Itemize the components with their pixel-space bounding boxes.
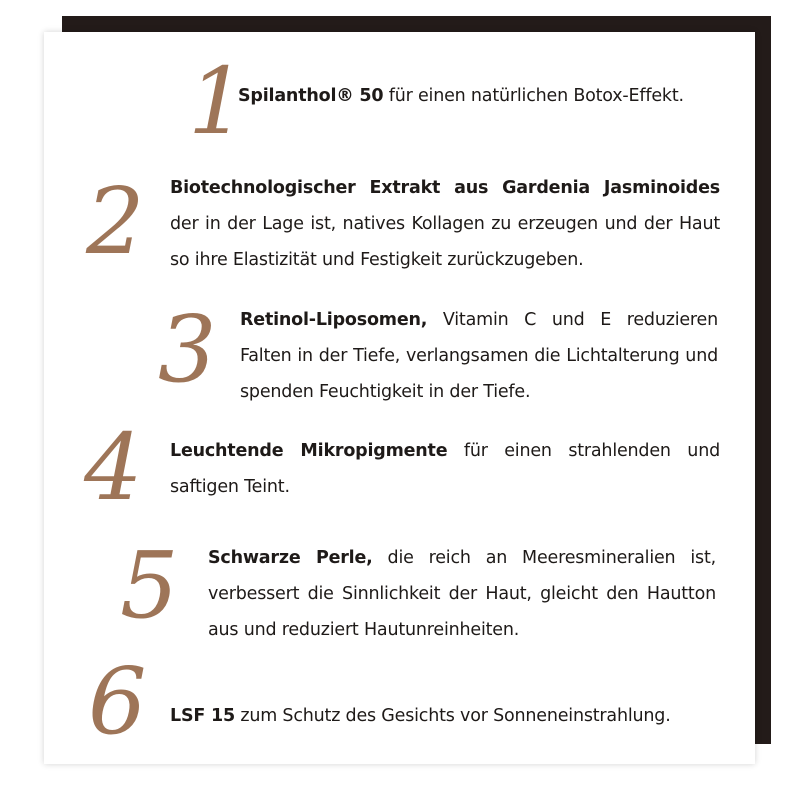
item-4-highlight: Leuchtende Mikropigmente xyxy=(170,441,448,461)
item-number-3: 3 xyxy=(158,296,217,403)
item-4 xyxy=(170,433,720,505)
item-2-text: der in der Lage ist, natives Kollagen zu erzeugen und der Haut so ihre Elastizität und Festigkeit zurückzugeben. xyxy=(170,214,720,270)
item-number-4: 4 xyxy=(84,414,143,521)
item-6-text: zum Schutz des Gesichts vor Sonneneinstrahlung. xyxy=(234,706,671,726)
item-6 xyxy=(170,698,730,734)
item-number-6: 6 xyxy=(88,648,147,755)
item-5-highlight: Schwarze Perle, xyxy=(208,548,373,568)
item-2 xyxy=(170,170,720,278)
item-4-text: für einen strahlenden und saftigen Teint. xyxy=(170,441,720,497)
item-number-1: 1 xyxy=(188,48,247,155)
item-1-highlight: Spilanthol® 50 xyxy=(238,86,384,106)
item-2-highlight: Biotechnologischer Extrakt aus Gardenia Jasminoides xyxy=(170,178,720,198)
item-number-5: 5 xyxy=(120,532,179,639)
item-number-2: 2 xyxy=(86,168,145,275)
item-1 xyxy=(238,78,718,114)
item-6-highlight: LSF 15 xyxy=(170,706,235,726)
item-5 xyxy=(208,540,716,648)
item-1-text: für einen natürlichen Botox-Effekt. xyxy=(383,86,684,106)
item-3-highlight: Retinol-Liposomen, xyxy=(240,310,428,330)
item-3 xyxy=(240,302,718,410)
item-5-text: die reich an Meeresmineralien ist, verbessert die Sinnlichkeit der Haut, gleicht den Hautton aus und reduziert Hautunreinheiten. xyxy=(208,548,716,640)
item-3-text: Vitamin C und E reduzieren Falten in der Tiefe, verlangsamen die Lichtalterung und spenden Feuchtigkeit in der Tiefe. xyxy=(240,310,718,402)
